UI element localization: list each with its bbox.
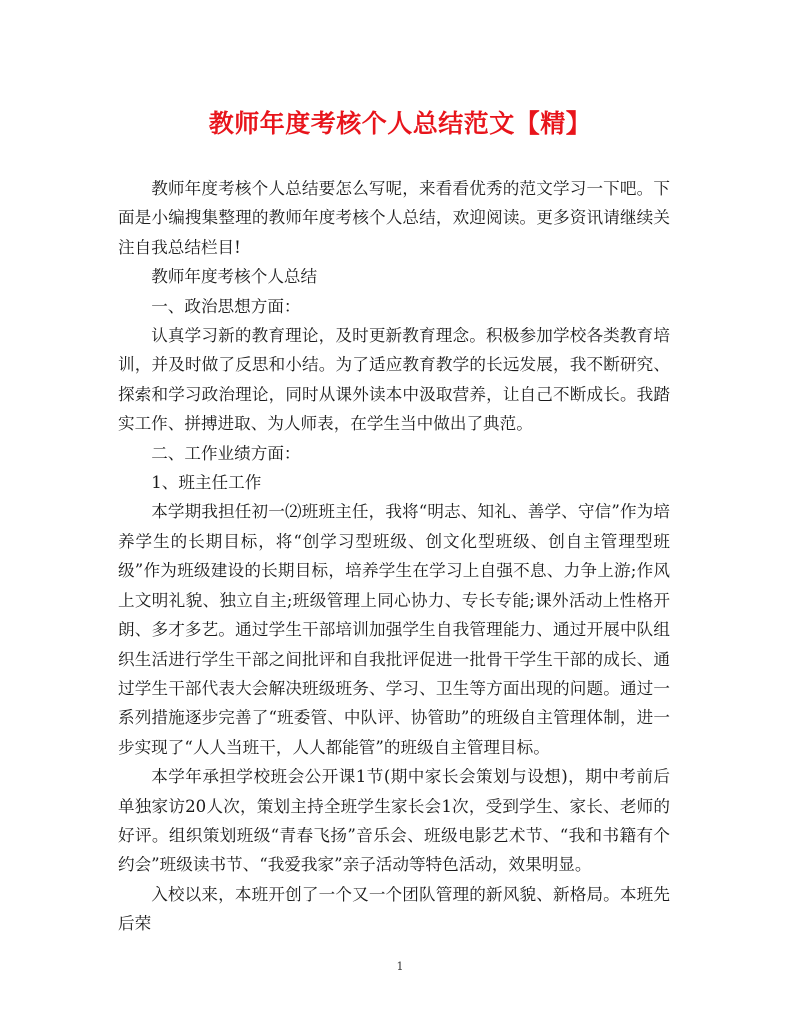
achievements-paragraph: 入校以来，本班开创了一个又一个团队管理的新风貌、新格局。本班先后荣 [118,884,670,934]
section-heading-political: 一、政治思想方面： [151,296,301,316]
document-title: 教师年度考核个人总结范文【精】 [208,109,592,138]
open-class-paragraph: 本学年承担学校班会公开课1节(期中家长会策划与设想)，期中考前后单独家访20人次，策划主持全班学生家长会1次，受到学生、家长、老师的好评。组织策划班级“青春飞扬”音乐会、班级电影艺术节、“我和书籍有个约会”班级读书节、“我爱我家”亲子活动等特色活动，效果明显。 [118,767,670,875]
document-body [118,174,670,939]
political-paragraph: 认真学习新的教育理论，及时更新教育理念。积极参加学校各类教育培训，并及时做了反思和小结。为了适应教育教学的长远发展，我不断研究、探索和学习政治理论，同时从课外读本中汲取营养，让自己不断成长。我踏实工作、拼搏进取、为人师表，在学生当中做出了典范。 [118,326,670,434]
page-number: 1 [396,960,404,973]
section-heading-work: 二、工作业绩方面： [151,443,301,463]
subheading-class-teacher: 1、班主任工作 [151,473,262,493]
intro-paragraph: 教师年度考核个人总结要怎么写呢，来看看优秀的范文学习一下吧。下面是小编搜集整理的教师年度考核个人总结，欢迎阅读。更多资讯请继续关注自我总结栏目! [118,179,670,257]
class-teacher-paragraph: 本学期我担任初一⑵班班主任，我将“明志、知礼、善学、守信”作为培养学生的长期目标，将“创学习型班级、创文化型班级、创自主管理型班级”作为班级建设的长期目标，培养学生在学习上自强不息、力争上游;作风上文明礼貌、独立自主;班级管理上同心协力、专长专能;课外活动上性格开朗、多才多艺。通过学生干部培训加强学生自我管理能力、通过开展中队组织生活进行学生干部之间批评和自我批评促进一批骨干学生干部的成长、通过学生干部代表大会解决班级班务、学习、卫生等方面出现的问题。通过一系列措施逐步完善了“班委管、中队评、协管助”的班级自主管理体制，进一步实现了“人人当班干，人人都能管”的班级自主管理目标。 [118,502,670,757]
section-heading-summary: 教师年度考核个人总结 [151,267,318,287]
